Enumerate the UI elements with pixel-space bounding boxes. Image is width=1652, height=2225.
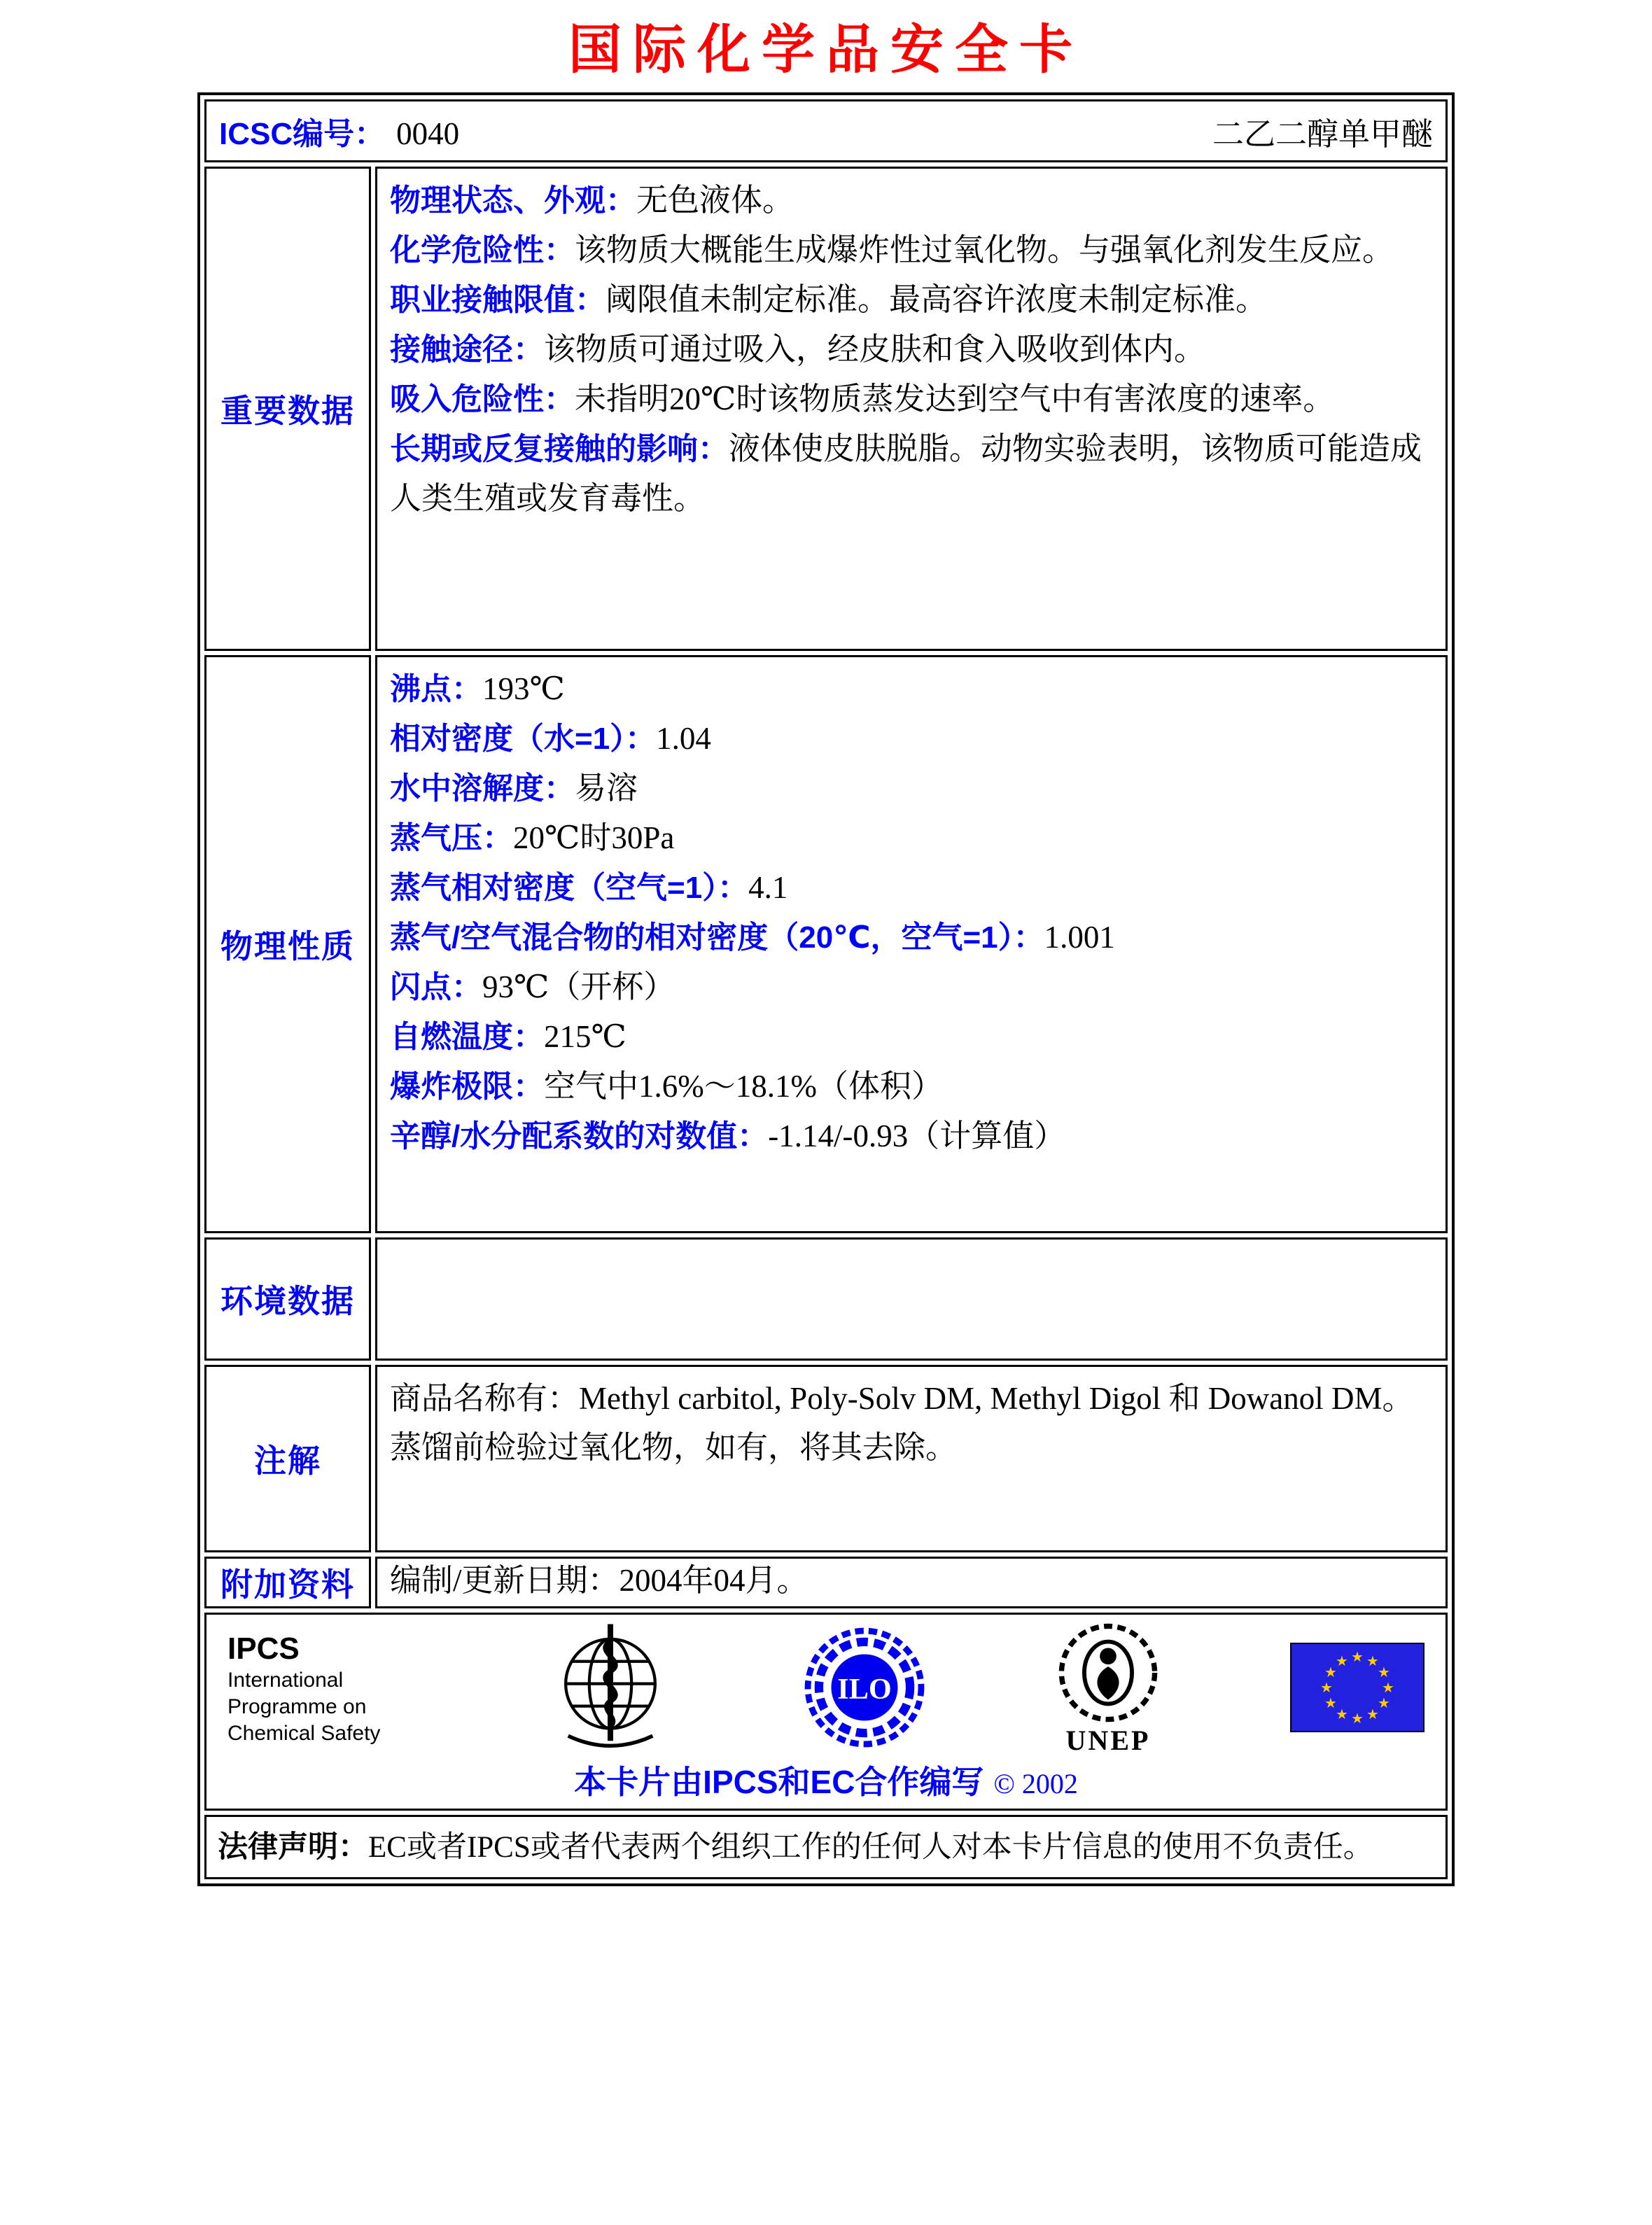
item-label: 闪点：: [390, 970, 482, 1004]
physical-property-item: [390, 714, 1433, 764]
important-data-item: [390, 275, 1433, 325]
important-data-content: [375, 167, 1448, 651]
important-data-row: [204, 167, 1448, 651]
item-text: 易溶: [575, 771, 638, 806]
organization-logos: [227, 1623, 1424, 1755]
card-credit-caption: [227, 1763, 1424, 1803]
notes-content: 商品名称有：Methyl carbitol, Poly-Solv DM, Methyl Digol 和 Dowanol DM。蒸馏前检验过氧化物，如有，将其去除。: [375, 1365, 1448, 1552]
section-label-additional-info: 附加资料: [204, 1557, 371, 1608]
icsc-number-label: ICSC编号：: [219, 117, 386, 151]
additional-info-row: [204, 1557, 1448, 1608]
physical-property-item: [390, 863, 1433, 913]
ipcs-name-line: Programme on: [227, 1695, 367, 1718]
svg-text:★: ★: [1324, 1663, 1337, 1680]
item-label: 蒸气压：: [390, 821, 513, 855]
unep-logo-icon: [1056, 1621, 1160, 1728]
item-label: 物理状态、外观：: [390, 183, 636, 218]
header-line: [219, 101, 1433, 160]
svg-text:★: ★: [1336, 1705, 1348, 1722]
section-label-important-data: 重要数据: [204, 167, 371, 651]
physical-property-item: [390, 1111, 1433, 1161]
important-data-item: [390, 374, 1433, 424]
ipcs-name-line: International: [227, 1669, 344, 1692]
icsc-number-group: [219, 108, 459, 153]
physical-property-item: [390, 962, 1433, 1012]
item-text: 20℃时30Pa: [513, 820, 675, 855]
item-text: 无色液体。: [636, 183, 794, 218]
physical-property-item: [390, 764, 1433, 813]
unep-label: UNEP: [1065, 1725, 1151, 1756]
physical-property-item: [390, 664, 1433, 714]
important-data-item: [390, 325, 1433, 374]
physical-properties-row: [204, 655, 1448, 1233]
environment-data-content: [375, 1237, 1448, 1361]
icsc-card-table: [197, 92, 1455, 1886]
svg-text:★: ★: [1366, 1652, 1379, 1669]
item-label: 辛醇/水分配系数的对数值：: [390, 1119, 769, 1153]
notes-row: [204, 1365, 1448, 1552]
svg-text:★: ★: [1351, 1709, 1364, 1727]
item-label: 爆炸极限：: [390, 1069, 544, 1104]
item-label: 水中溶解度：: [390, 771, 575, 806]
item-label: 相对密度（水=1）：: [390, 722, 657, 756]
item-label: 沸点：: [390, 672, 482, 706]
item-label: 吸入危险性：: [390, 382, 575, 416]
item-label: 蒸气/空气混合物的相对密度（20℃，空气=1）：: [390, 920, 1044, 955]
item-text: 1.001: [1044, 920, 1115, 955]
item-text: 该物质可通过吸入，经皮肤和食入吸收到体内。: [544, 332, 1206, 367]
item-text: 1.04: [656, 721, 711, 756]
item-text: 93℃（开杯）: [482, 969, 676, 1004]
logos-row: [204, 1613, 1448, 1811]
svg-text:ILO: ILO: [837, 1672, 892, 1706]
item-label: 职业接触限值：: [390, 283, 606, 317]
ipcs-acronym: IPCS: [227, 1631, 300, 1666]
physical-property-item: [390, 1062, 1433, 1111]
svg-text:★: ★: [1324, 1694, 1337, 1711]
icsc-number-value: 0040: [396, 116, 460, 151]
item-label: 自燃温度：: [390, 1020, 544, 1054]
section-label-physical-properties: 物理性质: [204, 655, 371, 1233]
important-data-item: [390, 424, 1433, 523]
ilo-logo-icon: [803, 1626, 926, 1753]
svg-text:★: ★: [1351, 1648, 1364, 1665]
header-cell: [204, 99, 1448, 162]
item-label: 化学危险性：: [390, 233, 575, 267]
item-text: 193℃: [482, 671, 565, 706]
svg-text:★: ★: [1378, 1663, 1390, 1680]
svg-text:★: ★: [1320, 1678, 1333, 1696]
section-label-environment-data: 环境数据: [204, 1237, 371, 1361]
header-row: [204, 99, 1448, 162]
eu-flag-icon: [1290, 1643, 1424, 1736]
item-text: -1.14/-0.93（计算值）: [768, 1118, 1066, 1153]
credit-text: 本卡片由IPCS和EC合作编写: [574, 1764, 984, 1800]
unep-logo-block: [1056, 1621, 1160, 1757]
item-text: 4.1: [748, 870, 788, 905]
section-label-notes: 注解: [204, 1365, 371, 1552]
logos-cell: [204, 1613, 1448, 1811]
physical-property-item: [390, 813, 1433, 863]
svg-text:★: ★: [1382, 1678, 1394, 1696]
item-text: 未指明20℃时该物质蒸发达到空气中有害浓度的速率。: [575, 381, 1335, 416]
legal-row: [204, 1815, 1448, 1879]
legal-text: EC或者IPCS或者代表两个组织工作的任何人对本卡片信息的使用不负责任。: [368, 1830, 1373, 1864]
chemical-name: 二乙二醇单甲醚: [1212, 116, 1433, 152]
additional-info-content: 编制/更新日期：2004年04月。: [375, 1557, 1448, 1608]
physical-property-item: [390, 1012, 1433, 1062]
item-label: 接触途径：: [390, 332, 544, 367]
legal-label: 法律声明：: [218, 1830, 368, 1864]
item-text: 空气中1.6%～18.1%（体积）: [544, 1069, 943, 1104]
physical-property-item: [390, 913, 1433, 962]
ipcs-name-line: Chemical Safety: [227, 1722, 381, 1745]
item-text: 该物质大概能生成爆炸性过氧化物。与强氧化剂发生反应。: [575, 232, 1394, 267]
environment-data-row: [204, 1237, 1448, 1361]
copyright-text: © 2002: [993, 1768, 1078, 1799]
ipcs-text-block: [227, 1631, 418, 1747]
item-text: 液体使皮肤脱脂。动物实验表明，该物质可能造成人类生殖或发育毒性。: [390, 431, 1422, 516]
who-logo-icon: [548, 1622, 673, 1757]
legal-cell: [204, 1815, 1448, 1879]
item-text: 阈限值未制定标准。最高容许浓度未制定标准。: [606, 282, 1268, 317]
important-data-item: [390, 176, 1433, 225]
physical-properties-content: [375, 655, 1448, 1233]
item-text: 215℃: [544, 1019, 626, 1054]
item-label: 蒸气相对密度（空气=1）：: [390, 871, 749, 905]
svg-text:★: ★: [1378, 1694, 1390, 1711]
svg-text:★: ★: [1366, 1705, 1379, 1722]
svg-text:★: ★: [1336, 1652, 1348, 1669]
item-label: 长期或反复接触的影响：: [390, 432, 729, 466]
page-title: 国际化学品安全卡: [568, 20, 1084, 80]
important-data-item: [390, 225, 1433, 275]
